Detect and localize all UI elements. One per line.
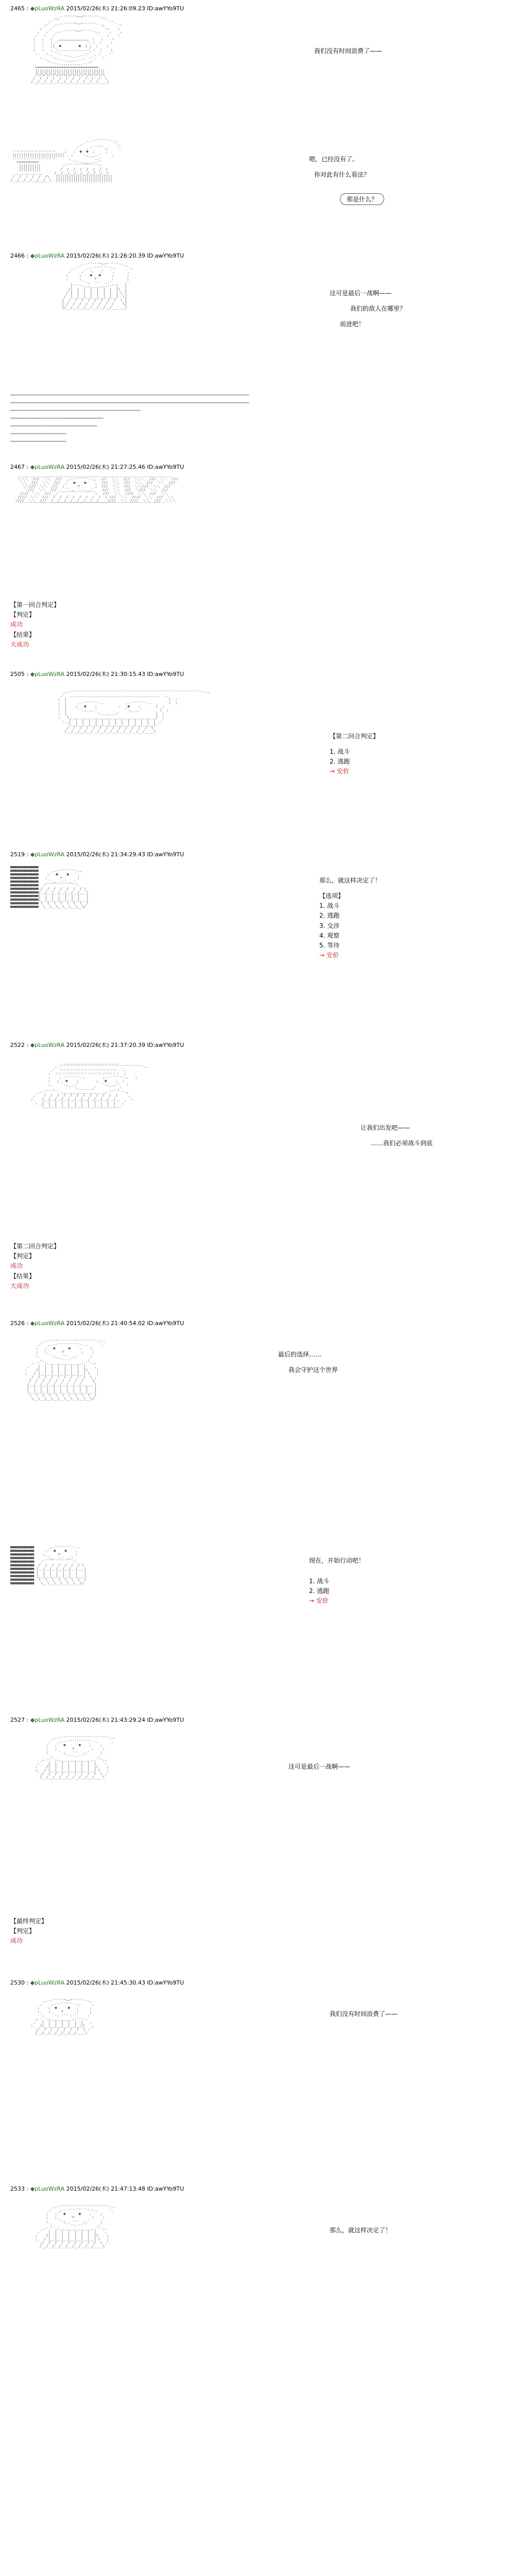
ascii-art: ,.-‐'''''''''''''''''''''‐-., ,' ,.-‐''''''''''‐-., `, ; ,' ● ● `, ; ; ; ▽ ; ; ; `'., ‐‐‐ ,.' ; `, `''‐-..-‐'' ,' ,.-‐`'.,_______________,.'‐-., ,' | | | | | | | | `, ; /| | | | | | | |\ ; ; / |__|__|__|__|__|__|__| \ ; `,/ / / / / / / / / \ ,' /__/__/__/__/__/__/__/__/____\ <box>35 1736 116 1780</box>
option-list <box>309 1577 329 1606</box>
option-list <box>319 891 344 960</box>
post-date: 2015/02/26(木) 21:26:09.23 ID:awYYo9TU <box>66 5 184 12</box>
poster-name: ◆pLuoWzRA <box>30 464 65 470</box>
option-item: 2. 逃跑 <box>319 912 340 920</box>
dialog-text: 你对此有什么看法？ <box>314 171 370 178</box>
system-line: 【判定】 <box>10 1252 36 1260</box>
poster-name: ◆pLuoWzRA <box>30 252 65 259</box>
dialog-text: 那是什么？ <box>347 196 378 203</box>
post-header: 2530 : ◆pLuoWzRA 2015/02/26(木) 21:45:30.43 ID:awYYo9TU <box>10 1979 184 1986</box>
post-number: 2466 <box>10 252 25 259</box>
post-header: 2526 : ◆pLuoWzRA 2015/02/26(木) 21:40:54.02 ID:awYYo9TU <box>10 1320 184 1327</box>
post-header: 2519 : ◆pLuoWzRA 2015/02/26(木) 21:34:29.43 ID:awYYo9TU <box>10 851 184 858</box>
post-date: 2015/02/26(木) 21:45:30.43 ID:awYYo9TU <box>66 1979 184 1986</box>
post-header: 2466 : ◆pLuoWzRA 2015/02/26(木) 21:26:20.39 ID:awYYo9TU <box>10 252 184 259</box>
post-number: 2505 <box>10 671 25 677</box>
post-date: 2015/02/26(木) 21:37:20.39 ID:awYYo9TU <box>66 1042 184 1048</box>
system-line: 【结果】 <box>10 631 36 638</box>
post-date: 2015/02/26(木) 21:30:15.43 ID:awYYo9TU <box>66 671 184 677</box>
post-header: 2505 : ◆pLuoWzRA 2015/02/26(木) 21:30:15.43 ID:awYYo9TU <box>10 671 184 677</box>
ascii-art: ,.-‐'''''''‐-., ,.' ___ `'., ,' ,.' `'., `, ＝＝＝＝＝＝＝＝＝＝＝＝ ; ; ● ● ; ; |||||||||||||||||||||||| ; `'.,___,.' ; ＝＝＝＝＝＝＝＝＝＝＝＝ `, ,.' ========== `''‐-.,,,.-‐'' |||||||||| ／￣￣￣￣￣￣￣￣￣＼ |||||||||| / / / / / / / \ ＿＿＿＿＿＿＿＿ /__/__/__/__/__/__/__/__\ / / / / / /\ |||||||||||||||||||||||||| /__/__/__/__/__/__\ |||||||||||||||||||||||||| <box>10 139 121 182</box>
dialog-text: 【第二回合判定】 <box>330 733 380 740</box>
system-result: 大成功 <box>10 640 29 648</box>
system-title: 【第二回合判定】 <box>10 1243 60 1250</box>
option-item: → 安价 <box>319 952 339 959</box>
poster-name: ◆pLuoWzRA <box>30 1979 65 1986</box>
dialog-text: 嗯，已经没有了。 <box>309 156 359 163</box>
dialog-text: ……我们必须战斗到底 <box>371 1140 433 1147</box>
option-item: 1. 战斗 <box>309 1578 330 1585</box>
system-block <box>10 1917 47 1946</box>
option-item: 3. 交涉 <box>319 922 340 929</box>
option-item: 2. 逃跑 <box>309 1587 330 1595</box>
dialog-text: 我会守护这个世界 <box>288 1366 338 1374</box>
dialog-text: 我们没有时间浪费了—— <box>314 47 383 55</box>
post-date: 2015/02/26(木) 21:27:25.46 ID:awYYo9TU <box>66 464 184 470</box>
post-header: 2533 : ◆pLuoWzRA 2015/02/26(木) 21:47:13.48 ID:awYYo9TU <box>10 2185 184 2192</box>
post-date: 2015/02/26(木) 21:43:29.24 ID:awYYo9TU <box>66 1717 184 1723</box>
option-list <box>330 747 350 777</box>
option-item: 1. 战斗 <box>330 748 350 755</box>
dialog-text: 我们没有时间浪费了—— <box>330 2010 398 2018</box>
ascii-art: ,.-‐'''''''''''''''''''''''''''''''''''''''''''''''''''''''''''‐-., ,' ＿＿＿＿＿＿＿＿＿＿＿＿＿＿＿＿＿＿＿＿＿＿＿＿＿ `, ; / \ ; ; | ,.-‐''''‐-., ,.-‐''''‐-., | ; ; | ; ● ; ; ● ; | ; ; | `'.,__,.' `'.,__,.' | ; ; | ＼＿＿＿＿／ | ; ; \________________________________________/ ; `, | | | | | | | | | | | | | | ,' `'|__|__|__|__|__|__|__|__|__|__|__|__|__|.' / / / / / / / / / / / / / \ /__/__/__/__/__/__/__/__/__/__/__/__/____\ <box>58 690 210 734</box>
poster-name: ◆pLuoWzRA <box>30 2185 65 2192</box>
ascii-art: ,.-‐'''''"~~"'''''‐-., ,.' ,.-‐''''''‐-., `'., ,' ,' ＼ ／ `, `, ; ; ● ● ; ; ; ; ▽ ; ; `, `'., ‐‐‐ ,.' ,' |`''‐-.,,_____,,.-‐''| | /| | | | | | | |\ | / | | | | | | | | \ | / |__|__|__|__|__|__|__| \| | / / / / / / / / \ | | / / / / / / / / \| |/__/__/__/__/__/__/__/______| <box>62 263 134 310</box>
dialog-text: 我们的敌人在哪里？ <box>350 305 406 312</box>
option-item: → 安价 <box>330 768 349 775</box>
post-number: 2533 <box>10 2185 25 2192</box>
option-item: 5. 等待 <box>319 941 340 949</box>
post-number: 2527 <box>10 1717 25 1723</box>
post-date: 2015/02/26(木) 21:47:13.48 ID:awYYo9TU <box>66 2185 184 2192</box>
ascii-art: ■■■■■■■■■■■ ,.-‐''''''‐-., ■■■■■■■■■■■ ,' ● ● `, ■■■■■■■■■■■ ; ▽ ; ■■■■■■■■■■■ `'., ‐‐‐ ,.' ■■■■■■■■■■■ ／￣￣￣￣￣￣￣￣＼ ■■■■■■■■■■■ / / / / / / / \ ■■■■■■■■■■■ /__/__/__/__/__/__/___\ ■■■■■■■■■■■ | | | | | | | | ■■■■■■■■■■■ |__|__|__|__|__|__|___| ■■■■■■■■■■■ \ \ \ \ \ \ \ / ■■■■■■■■■■■ \__\__\__\__\__\__\/ <box>10 1546 87 1585</box>
system-line: 【判定】 <box>10 1927 36 1935</box>
ascii-art: ,.-‐'''''''''''''''''''''‐-., ,' ,.-‐''''''''''‐-., `, ; ,' ● ● `, ; ; ; ▽ ; ; ; `'., ‐‐‐ ,.' ; `, `''‐-..-‐'' ,' ,.-‐`'.,_______________,.'‐-., ,' | | | | | | | | `, ; /| | | | | | | |\ ; ; / |__|__|__|__|__|__|__| \ ; `,/ / / / / / / / / \ ,' / / / / / / / / / \ /__/__/__/__/__/__/__/__/______\ | | | | | | | | | | | |__|__|__|__|__|__|__|__|__|___| \ \ \ \ \ \ \ \ \ \ / \__\__\__\__\__\__\__\__\__\/ <box>25 1340 106 1401</box>
post-date: 2015/02/26(木) 21:26:20.39 ID:awYYo9TU <box>66 252 184 259</box>
ascii-art: ,.-‐'''''"~~"'''''‐-., ,' ,.-‐''''''‐-., `, ; ; ● ● ; ; ; ; ▽ ; ; `, `'., ‐‐‐ ,.' ,' ,.-`'.,__________,.'‐-., ,' | | | | | | | `, ; /|__|__|__|__|__|__|\ ; `,/ / / / / / / \ ,' /__/__/__/__/__/__/____\ <box>31 1999 94 2035</box>
post-header: 2522 : ◆pLuoWzRA 2015/02/26(木) 21:37:20.39 ID:awYYo9TU <box>10 1042 184 1048</box>
poster-name: ◆pLuoWzRA <box>30 1042 65 1048</box>
poster-name: ◆pLuoWzRA <box>30 1717 65 1723</box>
ascii-art: ,.-‐'''''''''''''''''''''‐-., ,' ,.-‐''''''''''‐-., `, ; ,' ● ● `, ; ; ; ▽ ; ; ; `'., ‐‐‐ ,.' ; `, `''‐-..-‐'' ,' ,.-‐`'.,_______________,.'‐-., ,' | | | | | | | | `, ; /| | | | | | | |\ ; ; / |__|__|__|__|__|__|__| \ ; `,/ / / / / / / / / \ ,' /__/__/__/__/__/__/__/__/____\ <box>35 2205 116 2248</box>
post-header: 2465 : ◆pLuoWzRA 2015/02/26(木) 21:26:09.23 ID:awYYo9TU <box>10 5 184 12</box>
post-number: 2519 <box>10 851 25 858</box>
system-result: 成功 <box>10 621 23 629</box>
ascii-art: ＿＿＿＿＿＿＿＿＿＿＿＿＿＿＿＿＿＿＿＿＿＿＿＿＿＿＿＿＿＿＿＿＿＿＿＿＿＿＿＿＿＿＿ ＼＼＼ /// ＼＼ /// ,.-‐''''''‐-., /// ＼＼ /// ＼＼＼ /// ＼＼ /// ＼＼ /// ＼＼ /// ,' ● ● `, /// ＼＼ /// ＼＼ /// ＼＼ /// ＼＼/// ＼＼ /// ; ▽ ; /// ＼＼ /// ＼＼/// ＼＼ /// ＼/// ＼＼ /// `'., ‐‐‐ ,.' /// ＼＼ /// ＼/// ＼＼ /// //// ＼＼ /// ／￣￣￣￣￣￣￣￣￣￣＼ /// ＼＼ //// ＼＼ /// ＼＼ //// ＼＼ /// / / / / / / / / \ /// ＼＼ //// ＼＼ /// ＼＼ //// ＼＼ /// /__/__/__/__/__/__/__/____\/// ＼＼ //// ＼＼ /// ＼＼＼ ￣￣￣￣￣￣￣￣￣￣￣￣￣￣￣￣￣￣￣￣￣￣￣￣￣￣￣￣￣￣￣￣￣￣￣￣￣￣￣￣￣ <box>15 474 178 506</box>
ascii-art: ＿＿＿＿＿＿＿＿＿＿＿＿＿＿＿＿ ,.-'''''''''''''''''''''''''''''''''''''-., ,' ＝＝＝＝＝＝＝＝＝＝＝＝＝＝＝＝ `, ; ＝＝＝＝＝＝＝＝＝＝＝＝＝＝＝＝＝＝ ; ; ,.-‐''''‐-., ,.-‐''''‐-., ; ; ; ● ; ; ● ; ; ; `'.,__,.' `'.,__,.' ; `, ＼＿＿＿＿／ ,' ,.-‐''''`'.,___________________,.'''''‐-., ,' / / / / / / / / / / / / `, ; /__/__/__/__/__/__/__/__/__/__/__/__ ; `, | | | | | | | | | | | | ,' `'|__|__|__|__|__|__|__|__|__|__|__|_,.' <box>31 1061 148 1108</box>
speech-bubble <box>340 193 384 205</box>
poster-name: ◆pLuoWzRA <box>30 851 65 858</box>
system-result: 大成功 <box>10 1282 29 1290</box>
post-number: 2530 <box>10 1979 25 1986</box>
post-number: 2465 <box>10 5 25 12</box>
poster-name: ◆pLuoWzRA <box>30 671 65 677</box>
option-item: 1. 战斗 <box>319 902 340 910</box>
option-item: → 安价 <box>309 1597 329 1605</box>
post-number: 2526 <box>10 1320 25 1327</box>
system-result: 成功 <box>10 1262 23 1270</box>
post-number: 2522 <box>10 1042 25 1048</box>
dialog-text: 现在，开始行动吧！ <box>309 1557 365 1564</box>
post-date: 2015/02/26(木) 21:34:29.43 ID:awYYo9TU <box>66 851 184 858</box>
dialog-text: 这可是最后一战啊—— <box>288 1763 351 1770</box>
dialog-text: 那么，就这样决定了！ <box>319 877 382 884</box>
dialog-text: 前进吧！ <box>340 320 365 328</box>
dialog-text: 那么，就这样决定了！ <box>330 2227 392 2234</box>
system-block <box>10 600 60 650</box>
option-title: 【选项】 <box>319 892 345 900</box>
dialog-text: 这可是最后一战啊—— <box>330 290 392 297</box>
system-title: 【最终判定】 <box>10 1918 48 1925</box>
option-item: 4. 观察 <box>319 931 340 939</box>
post-header: 2467 : ◆pLuoWzRA 2015/02/26(木) 21:27:25.46 ID:awYYo9TU <box>10 464 184 470</box>
separator-lines: ━━━━━━━━━━━━━━━━━━━━━━━━━━━━━━━━━━━━━━━━━━━━━━━━━━━━━━━━━━━━━━━━━━━━━━━━━━━━━ ━━━━━━━━━━━━━━━━━━━━━━━━━━━━━━━━━━━━━━━━━━━━━━━━━━━━━━━━━━━━━━━━━━━━━━━━━━━━━ ━━━━━━━━━━━━━━━━━━━━━━━━━━━━━━━━━━━━━━━━━━ ━━━━━━━━━━━━━━━━━━━━━━━━━━━━━━ ━━━━━━━━━━━━━━━━━━━━━━━━━━━━ ━━━━━━━━━━━━━━━━━━ ━━━━━━━━━━━━━━━━━━ <box>10 393 249 445</box>
ascii-art: ,.-‐'''''"~~~"''''''‐-., ,.‐'" ``'‐., ,.' ,.-‐'''''"~~"''''''‐-., `'., ,.' ,' `'., `, ,' ,' ,.-‐''''"~~"''''‐-., `, `, ,' ; ,' `'. ; ; ; ; ; ＿＿＿＿＿＿＿＿ ; ; ; ; ; ; ／￣￣￣￣￣￣￣￣＼ ; ; ; ; ; ;| ● ● | ; ; ; ; ; ; ＼＿＿＿＿＿＿＿＿／ ; ; ; `, `, `'., ,.' ,' ,' `, `'., `''‐-..-‐'' ,.' ,' `'., `''‐-.,,,.-‐'' ,.' `''‐-.,,,,,,,,,.-‐'' ━━━━━━━━━━━━━━━━━━━━━━━━━━━━━ |||||||||||||||||||||||||||||||| /\/\/\/\/\/\/\/\/\/\/\/\/\/\/\/\ / / / / / / / / / / / \ /__/__/__/__/__/__/__/__/__/__/____\ <box>31 15 123 84</box>
post-header: 2527 : ◆pLuoWzRA 2015/02/26(木) 21:43:29.24 ID:awYYo9TU <box>10 1717 184 1723</box>
system-block <box>10 1242 60 1291</box>
ascii-art: ■■■■■■■■■■■■■ ■■■■■■■■■■■■■ ,.-‐''''''‐-., ■■■■■■■■■■■■■ ,' ● ● `, ■■■■■■■■■■■■■ ; ▽ ; ■■■■■■■■■■■■■ `'., ‐‐‐ ,.' ■■■■■■■■■■■■■ ／￣￣￣￣￣￣￣￣＼ ■■■■■■■■■■■■■ / / / / / / / \ ■■■■■■■■■■■■■/__/__/__/__/__/__/___\ ■■■■■■■■■■■■■| | | | | | | | ■■■■■■■■■■■■■|__|__|__|__|__|__|___| ■■■■■■■■■■■■■ \ \ \ \ \ \ \ / ■■■■■■■■■■■■■ \__\__\__\__\__\__\/ <box>10 866 89 909</box>
system-result: 成功 <box>10 1937 23 1945</box>
dialog-text: 让我们出发吧—— <box>360 1124 410 1131</box>
poster-name: ◆pLuoWzRA <box>30 5 65 12</box>
post-number: 2467 <box>10 464 25 470</box>
system-line: 【判定】 <box>10 611 36 619</box>
post-date: 2015/02/26(木) 21:40:54.02 ID:awYYo9TU <box>66 1320 184 1327</box>
dialog-text: 最后的选择…… <box>278 1351 322 1358</box>
poster-name: ◆pLuoWzRA <box>30 1320 65 1327</box>
system-line: 【结果】 <box>10 1272 36 1280</box>
option-item: 2. 逃跑 <box>330 758 350 766</box>
system-title: 【第一回合判定】 <box>10 601 60 608</box>
